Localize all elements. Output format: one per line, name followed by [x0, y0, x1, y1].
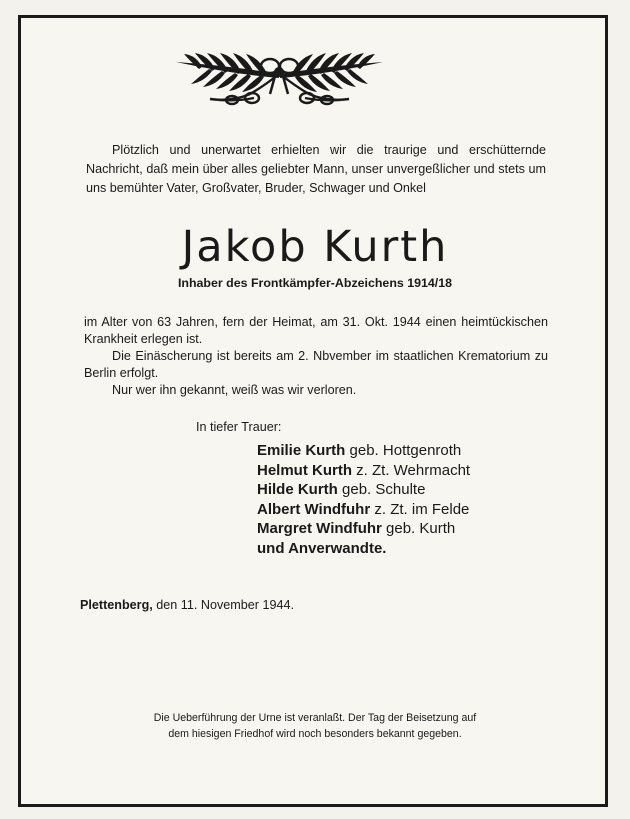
mourning-line: In tiefer Trauer:	[196, 420, 282, 434]
deceased-honor: Inhaber des Frontkämpfer-Abzeichens 1914/18	[177, 276, 453, 290]
laurel-branch-ornament	[172, 44, 387, 110]
burial-notice-line-2: dem hiesigen Friedhof wird noch besonders bekannt gegeben.	[168, 728, 462, 740]
burial-notice-line-1: Die Ueberführung der Urne ist veranlaßt. Der Tag der Beisetzung auf	[153, 712, 477, 724]
mourner-name: Margret Windfuhr	[257, 520, 382, 537]
mourner-entry	[257, 441, 470, 461]
mourner-entry	[257, 480, 470, 500]
mourner-name: Helmut Kurth	[257, 461, 352, 479]
obituary-border	[18, 15, 608, 807]
remembrance-line: Nur wer ihn gekannt, weiß was wir verloren.	[112, 383, 357, 397]
mourner-name: Hilde Kurth	[257, 481, 338, 498]
intro-paragraph: Plötzlich und unerwartet erhielten wir die traurige und erschütternde Nachricht, daß mein über alles geliebter Mann, unser unvergeßlicher und stets um uns bemühter Vater, Großvater, Bruder, Schwager und Onkel	[86, 143, 546, 195]
mourner-entry	[257, 539, 470, 559]
mourner-entry	[257, 461, 470, 481]
place: Plettenberg,	[80, 598, 153, 612]
mourner-entry	[257, 500, 470, 520]
deceased-name: Jakob Kurth	[181, 222, 449, 272]
mourners-list	[257, 441, 470, 558]
cremation-notice: Die Einäscherung ist bereits am 2. Nbvember im staatlichen Krematorium zu Berlin erfolgt.	[84, 349, 548, 380]
mourner-detail: geb. Hottgenroth	[349, 442, 462, 459]
burial-notice	[0, 710, 630, 742]
mourner-name: Emilie Kurth	[257, 442, 346, 459]
mourner-detail: z. Zt. im Felde	[374, 500, 470, 518]
mourner-detail: geb. Schulte	[342, 481, 426, 498]
mourner-detail: geb. Kurth	[386, 520, 456, 537]
mourner-detail: z. Zt. Wehrmacht	[356, 461, 471, 479]
death-details: im Alter von 63 Jahren, fern der Heimat, am 31. Okt. 1944 einen heimtückischen Krankheit erlegen ist.	[84, 315, 548, 346]
date: den 11. November 1944.	[156, 598, 294, 612]
place-and-date	[80, 598, 294, 612]
mourner-name: Albert Windfuhr	[257, 500, 371, 518]
mourner-entry	[257, 519, 470, 539]
mourner-name: und Anverwandte.	[257, 539, 387, 557]
